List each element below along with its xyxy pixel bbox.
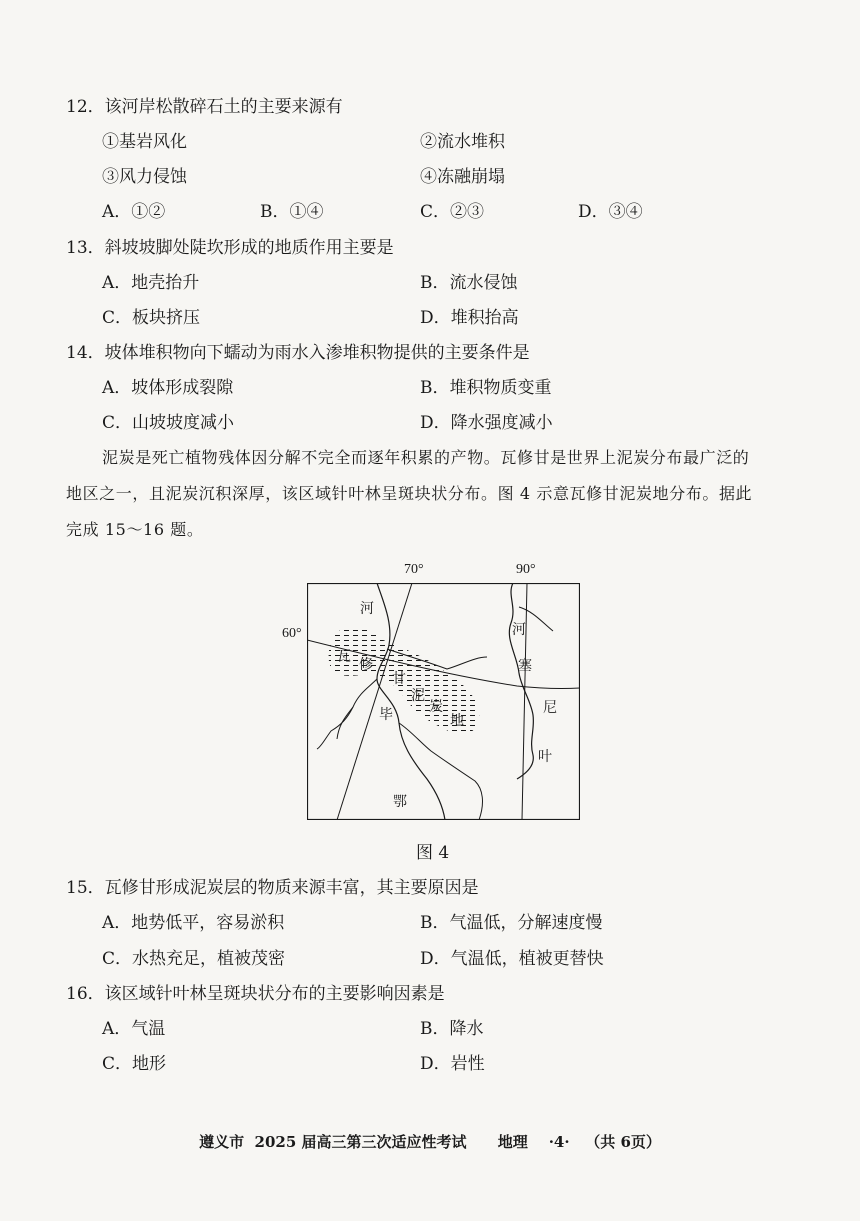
map-label-bi: 毕 <box>379 707 393 723</box>
figure-caption: 图 4 <box>416 843 450 863</box>
peatland-map <box>307 583 580 820</box>
map-label-di: 地 <box>450 713 464 729</box>
q14-option-c: C．山坡坡度减小 <box>102 413 235 433</box>
q12-option-c: C．②③ <box>420 202 485 222</box>
q15-option-a: A．地势低平，容易淤积 <box>102 913 285 933</box>
map-label-e: 鄂 <box>393 794 407 810</box>
q12-option-a: A．①② <box>102 202 166 222</box>
q15-stem: 15．瓦修甘形成泥炭层的物质来源丰富，其主要原因是 <box>66 878 479 898</box>
map-label-wa: 瓦 <box>337 649 351 665</box>
map-label-he-west: 河 <box>360 601 374 617</box>
map-label-ye: 叶 <box>538 749 552 765</box>
q12-item-4: ④冻融崩塌 <box>420 167 505 187</box>
q16-option-d: D．岩性 <box>420 1054 485 1074</box>
passage-line-1: 泥炭是死亡植物残体因分解不完全而逐年积累的产物。瓦修甘是世界上泥炭分布最广泛的 <box>102 448 750 467</box>
meridian-70 <box>337 583 412 820</box>
q13-option-d: D．堆积抬高 <box>420 308 519 328</box>
map-label-xiu: 修 <box>359 657 373 673</box>
map-label-ni2: 尼 <box>543 700 557 716</box>
page-footer: 遵义市 2025 届高三第三次适应性考试 地理 ·4· （共 6页） <box>199 1133 661 1151</box>
q15-option-d: D．气温低，植被更替快 <box>420 949 604 969</box>
q13-option-b: B．流水侵蚀 <box>420 273 518 293</box>
irtysh-river <box>317 679 377 749</box>
q15-option-b: B．气温低，分解速度慢 <box>420 913 603 933</box>
meridian-90 <box>522 583 527 820</box>
passage-line-3: 完成 15～16 题。 <box>66 520 204 539</box>
q16-option-c: C．地形 <box>102 1054 167 1074</box>
q14-stem: 14．坡体堆积物向下蠕动为雨水入渗堆积物提供的主要条件是 <box>66 343 530 363</box>
longitude-label-90: 90° <box>516 562 536 577</box>
q13-option-c: C．板块挤压 <box>102 308 201 328</box>
q13-option-a: A．地壳抬升 <box>102 273 200 293</box>
q12-option-b: B．①④ <box>260 202 324 222</box>
q14-option-b: B．堆积物质变重 <box>420 378 552 398</box>
q14-option-a: A．坡体形成裂隙 <box>102 378 234 398</box>
map-label-sai: 塞 <box>518 658 532 674</box>
latitude-label-60: 60° <box>282 626 302 641</box>
q13-stem: 13．斜坡坡脚处陡坎形成的地质作用主要是 <box>66 238 394 258</box>
map-label-gan: 甘 <box>392 671 406 687</box>
q12-item-1: ①基岩风化 <box>102 132 187 152</box>
longitude-label-70: 70° <box>404 562 424 577</box>
passage-line-2: 地区之一，且泥炭沉积深厚，该区域针叶林呈斑块状分布。图 4 示意瓦修甘泥炭地分布。据此 <box>66 484 753 503</box>
q12-item-2: ②流水堆积 <box>420 132 505 152</box>
q12-stem: 12．该河岸松散碎石土的主要来源有 <box>66 97 343 117</box>
map-label-tan: 炭 <box>429 699 443 715</box>
q16-option-a: A．气温 <box>102 1019 166 1039</box>
map-label-he-east: 河 <box>512 622 526 638</box>
q12-option-d: D．③④ <box>578 202 643 222</box>
q14-option-d: D．降水强度减小 <box>420 413 553 433</box>
map-label-ni: 泥 <box>411 688 425 704</box>
q15-option-c: C．水热充足，植被茂密 <box>102 949 286 969</box>
q12-item-3: ③风力侵蚀 <box>102 167 187 187</box>
q16-option-b: B．降水 <box>420 1019 484 1039</box>
q16-stem: 16．该区域针叶林呈斑块状分布的主要影响因素是 <box>66 984 445 1004</box>
